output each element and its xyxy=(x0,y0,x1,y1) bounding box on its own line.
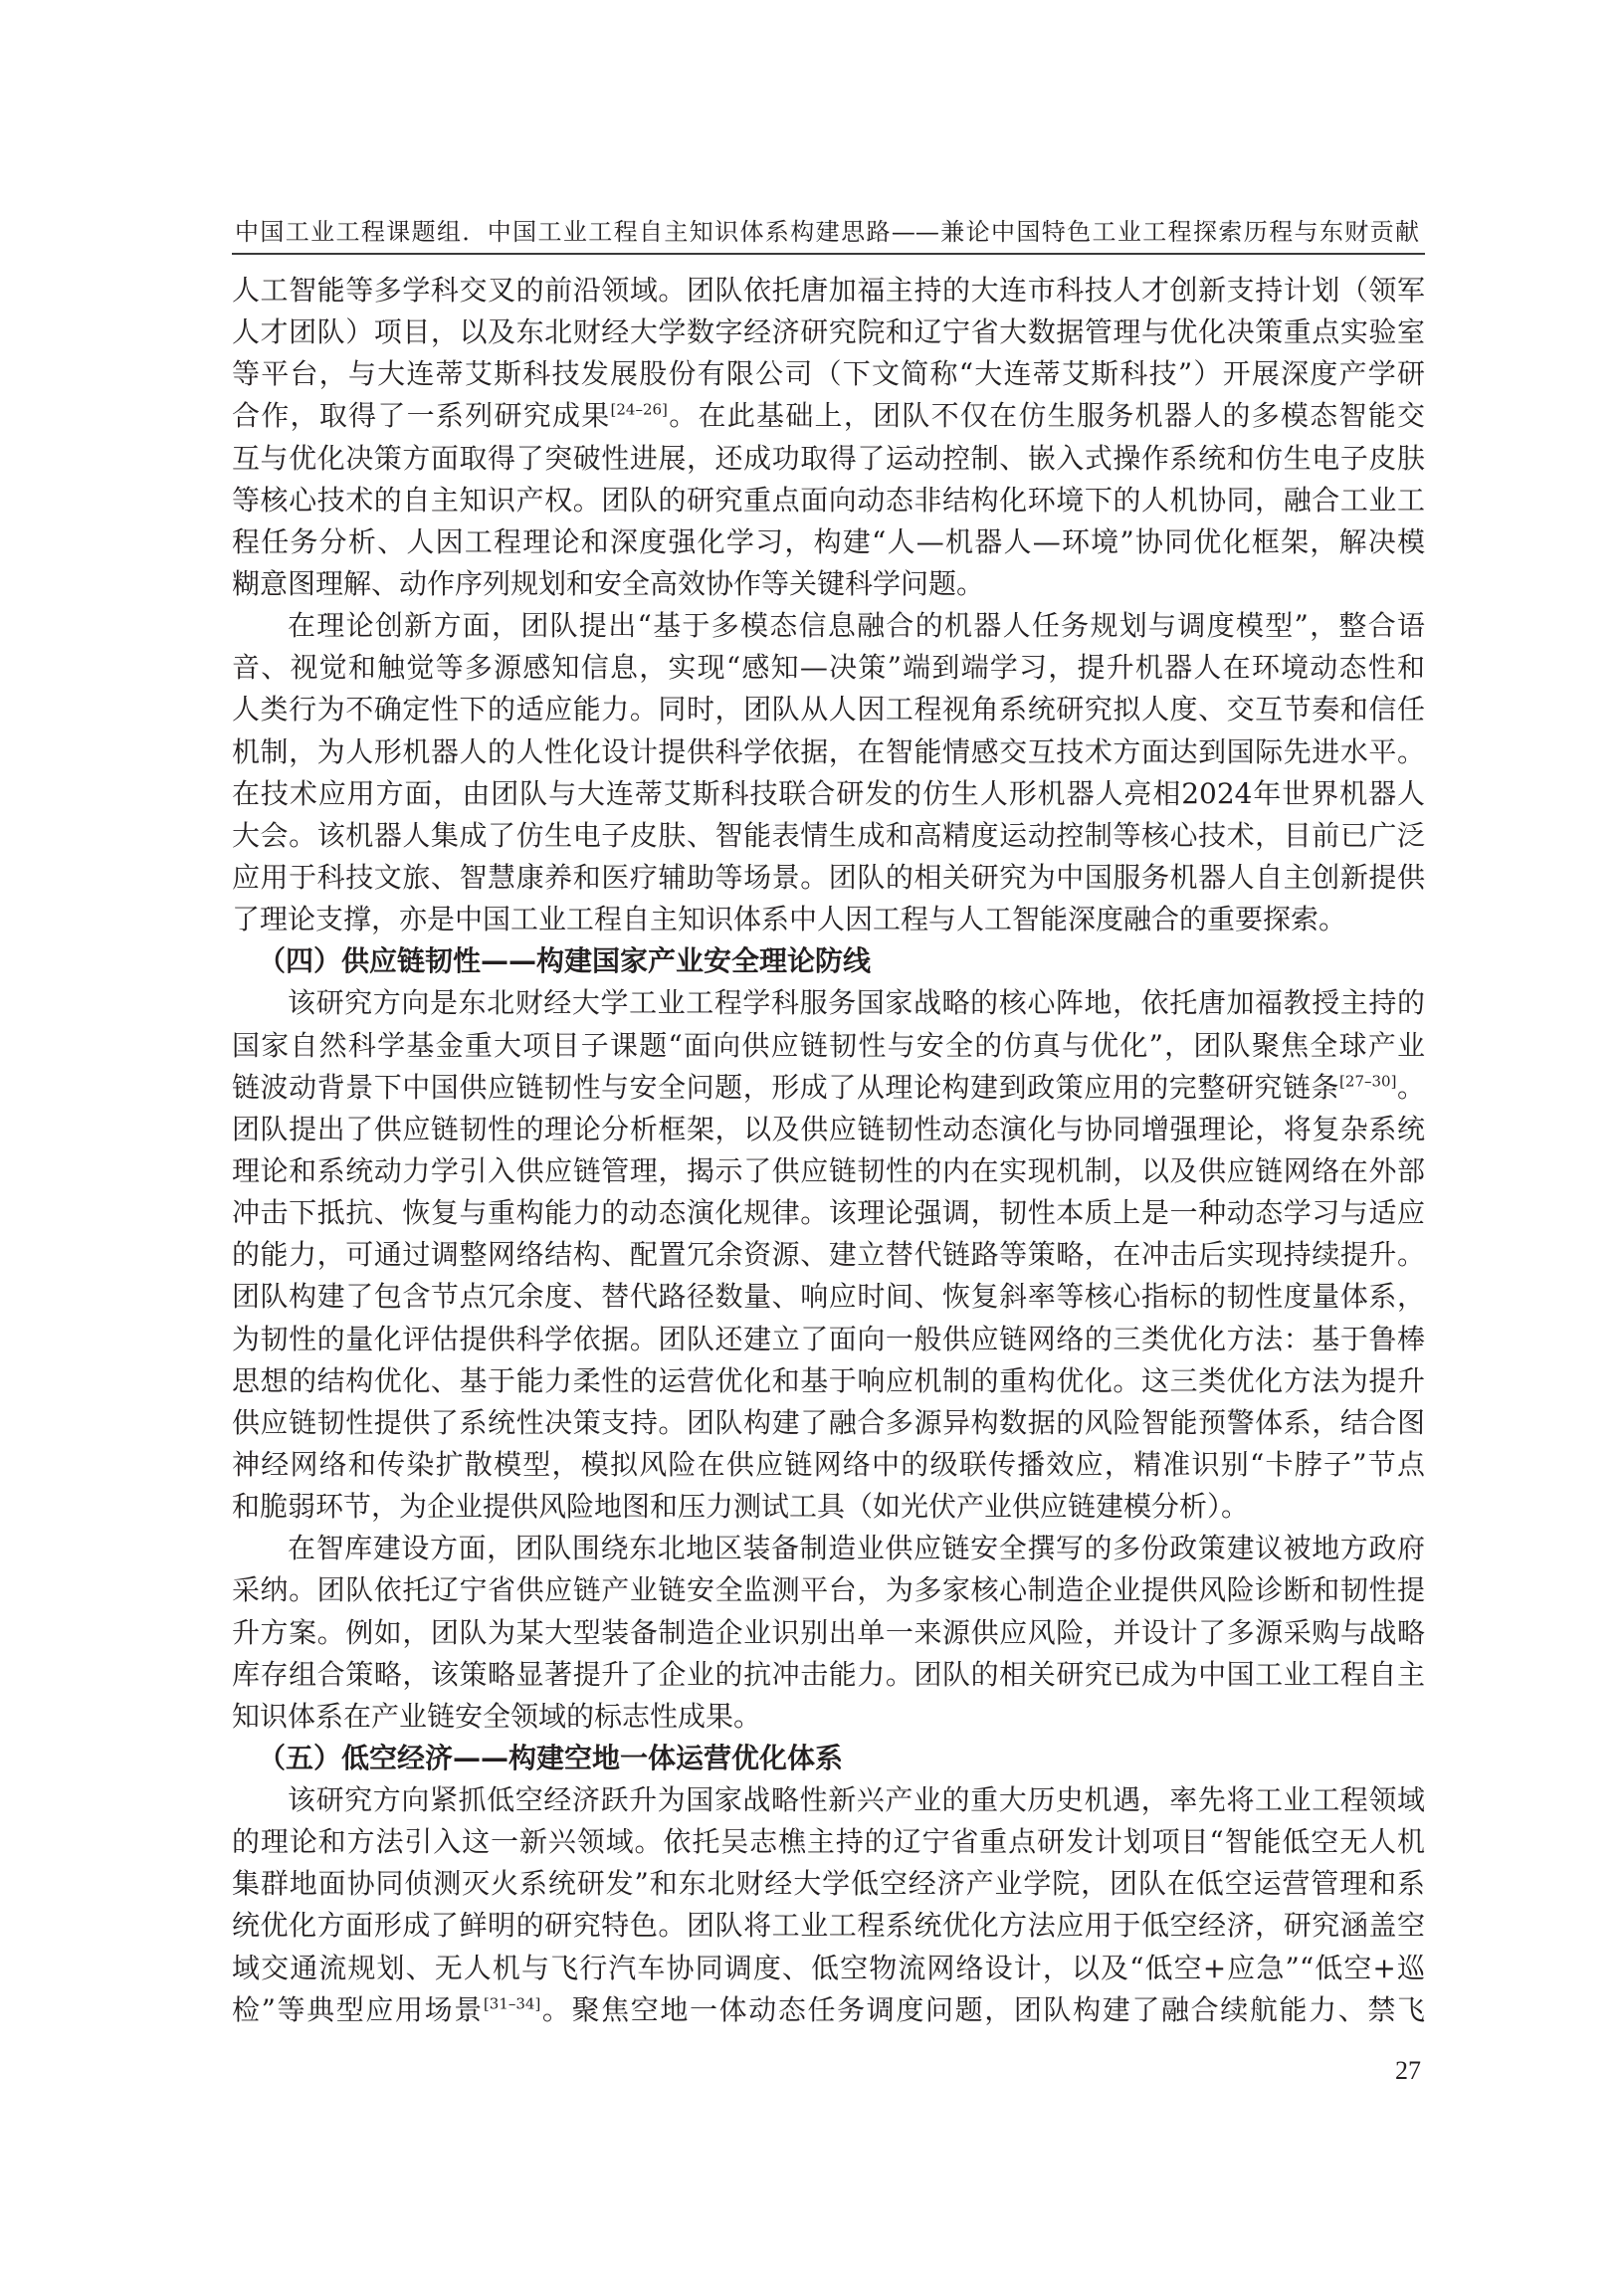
paragraph-line: 在技术应用方面，由团队与大连蒂艾斯科技联合研发的仿生人形机器人亮相2024年世界机器人 xyxy=(232,776,1425,810)
paragraph-line: 神经网络和传染扩散模型，模拟风险在供应链网络中的级联传播效应，精准识别“卡脖子”节点 xyxy=(232,1447,1425,1481)
line-text: 链波动背景下中国供应链韧性与安全问题，形成了从理论构建到政策应用的完整研究链条 xyxy=(232,1070,1340,1104)
paragraph-line: 为韧性的量化评估提供科学依据。团队还建立了面向一般供应链网络的三类优化方法：基于鲁棒 xyxy=(232,1322,1425,1355)
line-text: 合作，取得了一系列研究成果 xyxy=(232,399,611,433)
line-text: 。在此基础上，团队不仅在仿生服务机器人的多模态智能交 xyxy=(667,399,1425,433)
line-text: 。 xyxy=(1396,1070,1425,1104)
paragraph-line: 冲击下抵抗、恢复与重构能力的动态演化规律。该理论强调，韧性本质上是一种动态学习与适应 xyxy=(232,1196,1425,1230)
line-text: 检”等典型应用场景 xyxy=(232,1992,484,2026)
paragraph-line: 库存组合策略，该策略显著提升了企业的抗冲击能力。团队的相关研究已成为中国工业工程自主 xyxy=(232,1657,1425,1691)
paragraph xyxy=(232,270,1425,605)
paragraph-line: 的理论和方法引入这一新兴领域。依托吴志樵主持的辽宁省重点研发计划项目“智能低空无人机 xyxy=(232,1825,1425,1859)
paragraph-line: 域交通流规划、无人机与飞行汽车协同调度、低空物流网络设计，以及“低空+应急”“低空+巡 xyxy=(232,1951,1425,1984)
paragraph-line: 团队提出了供应链韧性的理论分析框架，以及供应链韧性动态演化与协同增强理论，将复杂系统 xyxy=(232,1112,1425,1145)
paragraph-line xyxy=(232,1989,1425,2031)
paragraph-line: 互与优化决策方面取得了突破性进展，还成功取得了运动控制、嵌入式操作系统和仿生电子皮肤 xyxy=(232,441,1425,475)
body-text xyxy=(232,270,1425,2031)
paragraph-line: 该研究方向紧抓低空经济跃升为国家战略性新兴产业的重大历史机遇，率先将工业工程领域 xyxy=(288,1783,1425,1817)
paragraph xyxy=(232,982,1425,1528)
paragraph-line: 集群地面协同侦测灭火系统研发”和东北财经大学低空经济产业学院，团队在低空运营管理和系 xyxy=(232,1867,1425,1901)
paragraph-line: 人才团队）项目，以及东北财经大学数字经济研究院和辽宁省大数据管理与优化决策重点实验室 xyxy=(232,315,1425,349)
page-number: 27 xyxy=(1395,2056,1421,2085)
paragraph-line: 机制，为人形机器人的人性化设计提供科学依据，在智能情感交互技术方面达到国际先进水平。 xyxy=(232,734,1425,768)
citation-superscript: [24–26] xyxy=(610,401,668,420)
paragraph xyxy=(232,605,1425,940)
paragraph-line: 的能力，可通过调整网络结构、配置冗余资源、建立替代链路等策略，在冲击后实现持续提升。 xyxy=(232,1238,1425,1272)
paragraph-line: 供应链韧性提供了系统性决策支持。团队构建了融合多源异构数据的风险智能预警体系，结合图 xyxy=(232,1405,1425,1439)
paragraph-line: 理论和系统动力学引入供应链管理，揭示了供应链韧性的内在实现机制，以及供应链网络在外部 xyxy=(232,1153,1425,1187)
paragraph xyxy=(232,1779,1425,2031)
paragraph-line: 国家自然科学基金重大项目子课题“面向供应链韧性与安全的仿真与优化”，团队聚焦全球产业 xyxy=(232,1028,1425,1062)
section-heading: （五）低空经济——构建空地一体运营优化体系 xyxy=(258,1741,844,1774)
paragraph-line: 大会。该机器人集成了仿生电子皮肤、智能表情生成和高精度运动控制等核心技术，目前已广泛 xyxy=(232,818,1425,852)
paragraph-line: 糊意图理解、动作序列规划和安全高效协作等关键科学问题。 xyxy=(232,566,985,600)
paragraph-line: 人类行为不确定性下的适应能力。同时，团队从人因工程视角系统研究拟人度、交互节奏和信任 xyxy=(232,693,1425,726)
header-rule xyxy=(232,253,1425,255)
paragraph-line: 在智库建设方面，团队围绕东北地区装备制造业供应链安全撰写的多份政策建议被地方政府 xyxy=(288,1532,1425,1565)
paragraph-line: 了理论支撑，亦是中国工业工程自主知识体系中人因工程与人工智能深度融合的重要探索。 xyxy=(232,903,1347,936)
paragraph-line: 程任务分析、人因工程理论和深度强化学习，构建“人—机器人—环境”协同优化框架，解决模 xyxy=(232,524,1425,558)
citation-superscript: [31–34] xyxy=(483,1994,541,2013)
paragraph-line: 团队构建了包含节点冗余度、替代路径数量、响应时间、恢复斜率等核心指标的韧性度量体系， xyxy=(232,1280,1425,1314)
line-text: 。聚焦空地一体动态任务调度问题，团队构建了融合续航能力、禁飞 xyxy=(540,1992,1425,2026)
paragraph-line: 该研究方向是东北财经大学工业工程学科服务国家战略的核心阵地，依托唐加福教授主持的 xyxy=(288,986,1425,1020)
paragraph-line: 人工智能等多学科交叉的前沿领域。团队依托唐加福主持的大连市科技人才创新支持计划（领军 xyxy=(232,274,1425,307)
paragraph-line: 知识体系在产业链安全领域的标志性成果。 xyxy=(232,1699,762,1733)
paragraph-line xyxy=(232,395,1425,437)
paragraph-line: 采纳。团队依托辽宁省供应链产业链安全监测平台，为多家核心制造企业提供风险诊断和韧性提 xyxy=(232,1573,1425,1607)
paragraph-line: 等平台，与大连蒂艾斯科技发展股份有限公司（下文简称“大连蒂艾斯科技”）开展深度产学研 xyxy=(232,357,1425,391)
paragraph-line: 思想的结构优化、基于能力柔性的运营优化和基于响应机制的重构优化。这三类优化方法为提升 xyxy=(232,1363,1425,1397)
paragraph-line: 统优化方面形成了鲜明的研究特色。团队将工业工程系统优化方法应用于低空经济，研究涵盖空 xyxy=(232,1909,1425,1943)
running-header: 中国工业工程课题组．中国工业工程自主知识体系构建思路——兼论中国特色工业工程探索历程与东财贡献 xyxy=(235,218,1419,246)
paragraph-line xyxy=(232,1067,1425,1109)
paragraph-line: 在理论创新方面，团队提出“基于多模态信息融合的机器人任务规划与调度模型”，整合语 xyxy=(288,609,1425,643)
paragraph-line: 音、视觉和触觉等多源感知信息，实现“感知—决策”端到端学习，提升机器人在环境动态性和 xyxy=(232,651,1425,685)
paragraph xyxy=(232,1528,1425,1738)
paragraph-line: 等核心技术的自主知识产权。团队的研究重点面向动态非结构化环境下的人机协同，融合工业工 xyxy=(232,483,1425,517)
paragraph-line: 和脆弱环节，为企业提供风险地图和压力测试工具（如光伏产业供应链建模分析）。 xyxy=(232,1490,1250,1524)
section-heading: （四）供应链韧性——构建国家产业安全理论防线 xyxy=(258,944,872,978)
paragraph-line: 升方案。例如，团队为某大型装备制造企业识别出单一来源供应风险，并设计了多源采购与战略 xyxy=(232,1615,1425,1649)
paragraph-line: 应用于科技文旅、智慧康养和医疗辅助等场景。团队的相关研究为中国服务机器人自主创新提供 xyxy=(232,860,1425,894)
citation-superscript: [27–30] xyxy=(1339,1072,1397,1091)
